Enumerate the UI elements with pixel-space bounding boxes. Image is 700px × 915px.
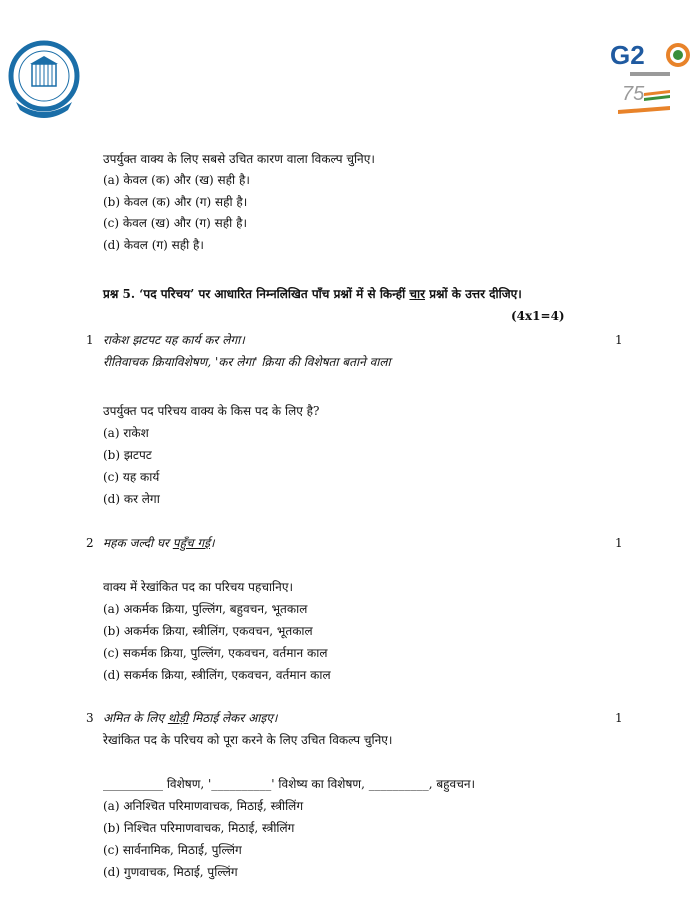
q2-prompt: वाक्य में रेखांकित पद का परिचय पहचानिए। xyxy=(103,580,294,594)
q3-sentence-post: मिठाई लेकर आइए। xyxy=(188,711,278,725)
q2-number: 2 xyxy=(86,536,94,550)
q1-option-b: (b) झटपट xyxy=(103,448,152,462)
q1-option-a: (a) राकेश xyxy=(103,426,149,440)
q2-sentence-post: । xyxy=(210,536,215,550)
q3-sentence-underlined: थोड़ी xyxy=(167,711,189,725)
section-heading xyxy=(103,287,522,301)
q2-sentence xyxy=(103,536,215,550)
section-marks: (4x1=4) xyxy=(511,309,565,323)
q1-prompt: उपर्युक्त पद परिचय वाक्य के किस पद के लिए है? xyxy=(103,404,320,418)
q3-fill-template: __________ विशेषण, '__________' विशेष्य का विशेषण, __________, बहुवचन। xyxy=(103,777,476,791)
q3-sentence xyxy=(103,711,277,725)
svg-text:75: 75 xyxy=(622,83,645,105)
q1-marks: 1 xyxy=(615,333,623,347)
cbse-logo xyxy=(8,40,80,118)
q3-marks: 1 xyxy=(615,711,623,725)
section-heading-pre: प्रश्न 5. ‘पद परिचय’ पर आधारित निम्नलिखित पाँच प्रश्नों में से किन्हीं xyxy=(103,287,410,301)
q3-sentence-pre: अमित के लिए xyxy=(103,711,168,725)
q1-number: 1 xyxy=(86,333,94,347)
q2-option-d: (d) सकर्मक क्रिया, स्त्रीलिंग, एकवचन, वर्तमान काल xyxy=(103,668,331,682)
intro-prompt: उपर्युक्त वाक्य के लिए सबसे उचित कारण वाला विकल्प चुनिए। xyxy=(103,152,375,166)
q2-option-c: (c) सकर्मक क्रिया, पुल्लिंग, एकवचन, वर्तमान काल xyxy=(103,646,328,660)
intro-option-b: (b) केवल (क) और (ग) सही है। xyxy=(103,195,248,209)
svg-text:G2: G2 xyxy=(610,40,645,70)
q3-option-b: (b) निश्चित परिमाणवाचक, मिठाई, स्त्रीलिंग xyxy=(103,821,295,835)
q1-option-c: (c) यह कार्य xyxy=(103,470,160,484)
q3-option-c: (c) सार्वनामिक, मिठाई, पुल्लिंग xyxy=(103,843,242,857)
intro-option-a: (a) केवल (क) और (ख) सही है। xyxy=(103,173,250,187)
intro-option-c: (c) केवल (ख) और (ग) सही है। xyxy=(103,216,247,230)
q2-option-b: (b) अकर्मक क्रिया, स्त्रीलिंग, एकवचन, भूतकाल xyxy=(103,624,313,638)
q2-sentence-underlined: पहुँच गई xyxy=(172,536,211,550)
q2-option-a: (a) अकर्मक क्रिया, पुल्लिंग, बहुवचन, भूतकाल xyxy=(103,602,308,616)
q2-sentence-pre: महक जल्दी घर xyxy=(103,536,173,550)
g20-logo xyxy=(608,38,694,120)
q1-option-d: (d) कर लेगा xyxy=(103,492,160,506)
section-heading-post: प्रश्नों के उत्तर दीजिए। xyxy=(425,287,522,301)
q1-sentence: राकेश झटपट यह कार्य कर लेगा। xyxy=(103,333,245,347)
q3-prompt: रेखांकित पद के परिचय को पूरा करने के लिए उचित विकल्प चुनिए। xyxy=(103,733,393,747)
q3-option-d: (d) गुणवाचक, मिठाई, पुल्लिंग xyxy=(103,865,238,879)
intro-option-d: (d) केवल (ग) सही है। xyxy=(103,238,204,252)
q2-marks: 1 xyxy=(615,536,623,550)
q3-option-a: (a) अनिश्चित परिमाणवाचक, मिठाई, स्त्रीलिंग xyxy=(103,799,304,813)
section-heading-underlined: चार xyxy=(409,287,426,301)
q1-info: रीतिवाचक क्रियाविशेषण, 'कर लेगा' क्रिया की विशेषता बताने वाला xyxy=(103,355,391,369)
q3-number: 3 xyxy=(86,711,94,725)
